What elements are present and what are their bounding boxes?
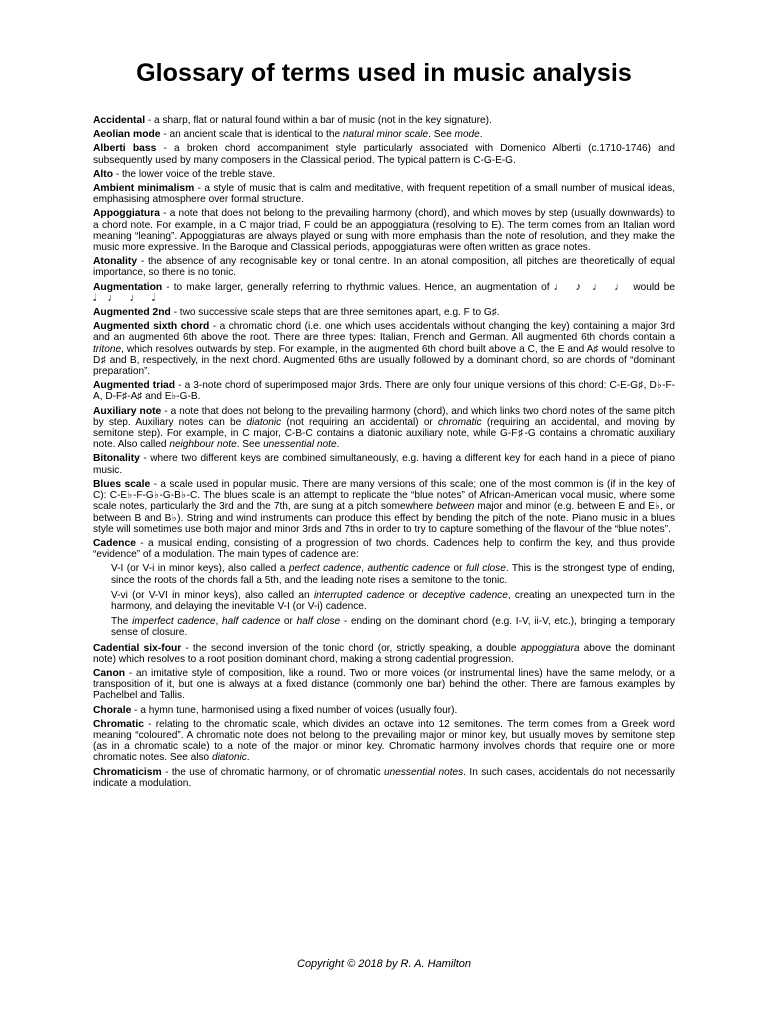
glossary-entry <box>93 705 675 716</box>
emphasis-text: unessential note <box>263 439 337 451</box>
glossary-term: Accidental <box>93 115 146 126</box>
entry-text: (not requiring an accidental) or <box>281 416 438 428</box>
entry-text: The <box>111 616 133 628</box>
entry-text: - a style of music that is calm and meditative, with frequent repetition of a small number of musical ideas, emphasising atmosphere over formal structure. <box>93 183 675 206</box>
glossary-term: Alberti bass <box>93 143 157 155</box>
entry-text: V-I (or V-i in minor keys), also called a <box>111 563 289 575</box>
entry-text: . This is the strongest type of ending, since the roots of the chords fall a 5th, and the leading note rises a semitone to the tonic. <box>111 563 675 586</box>
glossary-entry <box>93 115 675 126</box>
cadence-type-item <box>111 590 675 612</box>
entry-text: - ending on the dominant chord (e.g. I-V, ii-V, etc.), bringing a temporary sense of closure. <box>111 616 675 639</box>
glossary-entry <box>93 208 675 253</box>
glossary-entry <box>93 538 675 560</box>
emphasis-text: authentic cadence <box>367 563 451 575</box>
glossary-term: Ambient minimalism <box>93 183 195 195</box>
entry-text: , creating an unexpected turn in the harmony, and delaying the inevitable V-I (or V-i) cadence. <box>111 589 675 612</box>
emphasis-text: mode <box>454 129 480 141</box>
entry-text: or <box>280 616 297 628</box>
entry-text: . <box>336 439 340 451</box>
emphasis-text: unessential notes <box>384 766 464 778</box>
entry-text: , <box>215 616 223 628</box>
entry-text: - where two different keys are combined simultaneously, e.g. having a different key for each hand in a piece of piano music. <box>93 453 675 476</box>
entry-text: - a note that does not belong to the prevailing harmony (chord), and which moves by step (usually downwards) to a chord note. For example, in a C major triad, F could be an appoggiatura (resolving to E). The term comes from an Italian word meaning “leaning”. Appoggiaturas are always played or sung with more emphasis than the note of resolution, and they make the music more expressive. In the Baroque and Classical periods, appoggiaturas were often written as grace notes. <box>93 208 675 254</box>
emphasis-text: full close <box>465 563 506 575</box>
glossary-term: Canon <box>93 667 126 679</box>
glossary-entry <box>93 380 675 402</box>
emphasis-text: appoggiatura <box>520 642 580 654</box>
glossary-term: Augmented triad <box>93 380 176 392</box>
glossary-entry <box>93 406 675 451</box>
glossary-entry <box>93 643 675 665</box>
entry-text: - an ancient scale that is identical to the <box>160 129 343 141</box>
entry-text: above the dominant note) which resolves to a root position dominant chord, making a strong cadential progression. <box>93 642 675 665</box>
emphasis-text: perfect cadence <box>288 563 362 575</box>
glossary-term: Chorale <box>93 704 132 716</box>
glossary-term: Chromaticism <box>93 766 162 778</box>
glossary-term: Augmentation <box>93 281 163 293</box>
entry-text: - a hymn tune, harmonised using a fixed number of voices (usually four). <box>131 704 458 716</box>
glossary-entry <box>93 143 675 165</box>
entry-text: - the lower voice of the treble stave. <box>113 168 276 180</box>
entry-text: V-vi (or V-VI in minor keys), also called an <box>111 589 314 601</box>
glossary-term: Appoggiatura <box>93 208 160 220</box>
glossary-entry <box>93 453 675 475</box>
entry-text: , which resolves outwards by step. For example, in the augmented 6th chord built above a C, the E and A♯ would resolve to D♯ and B, respectively, in the next chord. Augmented 6ths are usually followed by a dominant chord, so are chords of “dominant preparation”. <box>93 343 675 378</box>
entry-text: or <box>450 563 466 575</box>
glossary-entry <box>93 256 675 278</box>
glossary-term: Cadence <box>93 537 136 549</box>
entry-text: - the absence of any recognisable key or tonal centre. In an atonal composition, all pitches are theoretically of equal importance, so there is no tonic. <box>93 256 675 279</box>
emphasis-text: half close <box>296 616 341 628</box>
entry-text: . <box>479 129 483 141</box>
copyright-footer: Copyright © 2018 by R. A. Hamilton <box>297 958 471 970</box>
glossary-term: Atonality <box>93 256 138 268</box>
glossary-term: Alto <box>93 168 114 180</box>
cadence-type-item <box>111 616 675 638</box>
entry-text: - a scale used in popular music. There are many versions of this scale; one of the most common is (if in the key of C): C-E♭-F-G♭-G-B♭-C. The blues scale is an attempt to replicate the “blue notes” of African-American vocal music, where some scale notes, particularly the 3rd and the 7th, are sung at a pitch somewhere <box>93 478 675 513</box>
entry-text: . <box>246 752 250 764</box>
entry-text: - to make larger, generally referring to rhythmic values. Hence, an augmentation of <box>162 281 554 293</box>
glossary-entry <box>93 169 675 180</box>
glossary-term: Aeolian mode <box>93 129 161 141</box>
emphasis-text: half cadence <box>222 616 281 628</box>
emphasis-text: deceptive cadence <box>422 589 508 601</box>
entry-text: - the second inversion of the tonic chord (or, strictly speaking, a double <box>181 642 521 654</box>
rhythm-notation: 𝅗𝅥 ♩ ♩ 𝅗𝅥 <box>93 291 160 304</box>
glossary-entry <box>93 183 675 205</box>
entry-text: - a 3-note chord of superimposed major 3rds. There are only four unique versions of this chord: C-E-G♯, D♭-F-A, D-F♯-A♯ and E♭-G-B. <box>93 380 675 403</box>
page-title: Glossary of terms used in music analysis <box>136 59 632 87</box>
emphasis-text: diatonic <box>246 416 282 428</box>
glossary-entry <box>93 321 675 377</box>
cadence-type-item <box>111 563 675 585</box>
entry-text: - a sharp, flat or natural found within a bar of music (not in the key signature). <box>145 115 492 126</box>
glossary-entry <box>93 479 675 535</box>
entry-text: or <box>404 589 423 601</box>
entry-text: - two successive scale steps that are three semitones apart, e.g. F to G♯. <box>170 307 500 319</box>
entry-text: (requiring an accidental, and moving by semitone step). For example, in C major, C-B-C contains a diatonic auxiliary note, while G-F♯-G contains a chromatic auxiliary note. Also called <box>93 416 675 451</box>
entry-text: . See <box>428 129 455 141</box>
emphasis-text: interrupted cadence <box>313 589 405 601</box>
glossary-term: Chromatic <box>93 718 144 730</box>
glossary-term: Augmented 2nd <box>93 307 171 319</box>
entry-text: would be <box>629 281 676 293</box>
entry-text: - the use of chromatic harmony, or of chromatic <box>161 766 385 778</box>
glossary-entry <box>93 767 675 789</box>
glossary-term: Auxiliary note <box>93 405 162 417</box>
entry-text: . See <box>236 439 264 451</box>
glossary-term: Cadential six-four <box>93 642 182 654</box>
entry-text: , <box>361 563 368 575</box>
emphasis-text: natural minor scale <box>342 129 429 141</box>
glossary-term: Augmented sixth chord <box>93 321 210 333</box>
entry-text: - a note that does not belong to the prevailing harmony (chord), and which links two chord notes of the same pitch by step. Auxiliary notes can be <box>93 405 675 428</box>
entry-text: - a chromatic chord (i.e. one which uses accidentals without changing the key) containing a major 3rd and an augmented 6th above the root. There are three types: Italian, French and German. All augmented 6th chords contain a <box>93 321 675 344</box>
emphasis-text: neighbour note <box>169 439 237 451</box>
entry-text: major and minor (e.g. between E and E♭, or between B and B♭). String and wind instruments can produce this effect by bending the pitch of the note. Piano music in a blues style will sometimes use both major and minor 3rds and 7ths in order to try to capture something of the flavour of the “blue notes”. <box>93 501 675 535</box>
glossary-term: Blues scale <box>93 478 151 490</box>
emphasis-text: between <box>436 501 475 513</box>
emphasis-text: chromatic <box>437 416 482 428</box>
entry-text: - a musical ending, consisting of a progression of two chords. Cadences help to confirm the key, and thus provide “evidence” of a modulation. The main types of cadence are: <box>93 537 675 561</box>
emphasis-text: tritone <box>93 343 122 355</box>
glossary-entry <box>93 307 675 318</box>
emphasis-text: diatonic <box>211 752 247 764</box>
emphasis-text: imperfect cadence <box>132 616 216 628</box>
glossary-entry <box>93 282 675 304</box>
rhythm-notation: ♩ ♪ ♩ ♩ <box>553 280 630 293</box>
glossary-entry <box>93 129 675 140</box>
entry-text: - an imitative style of composition, like a round. Two or more voices (or instrumental lines) have the same melody, or a transposition of it, but one is always at a fixed distance (commonly one bar) behind the other. There are famous examples by Pachelbel and Tallis. <box>93 667 675 702</box>
glossary-entry <box>93 719 675 764</box>
entry-text: - a broken chord accompaniment style particularly associated with Domenico Alberti (c.1710-1746) and subsequently used by many composers in the Classical period. The typical pattern is C-G-E-G. <box>93 143 675 166</box>
glossary-term: Bitonality <box>93 453 140 465</box>
glossary-list <box>93 115 675 792</box>
glossary-entry <box>93 668 675 702</box>
entry-text: . In such cases, accidentals do not necessarily indicate a modulation. <box>93 766 676 789</box>
entry-text: - relating to the chromatic scale, which divides an octave into 12 semitones. The term comes from a Greek word meaning “coloured”. A chromatic note does not belong to the prevailing major or minor key, but usually moves by semitone step (as in a chromatic scale) to a note of the major or minor key. Chromatic harmony involves chords that require one or more chromatic notes. See also <box>93 718 675 764</box>
